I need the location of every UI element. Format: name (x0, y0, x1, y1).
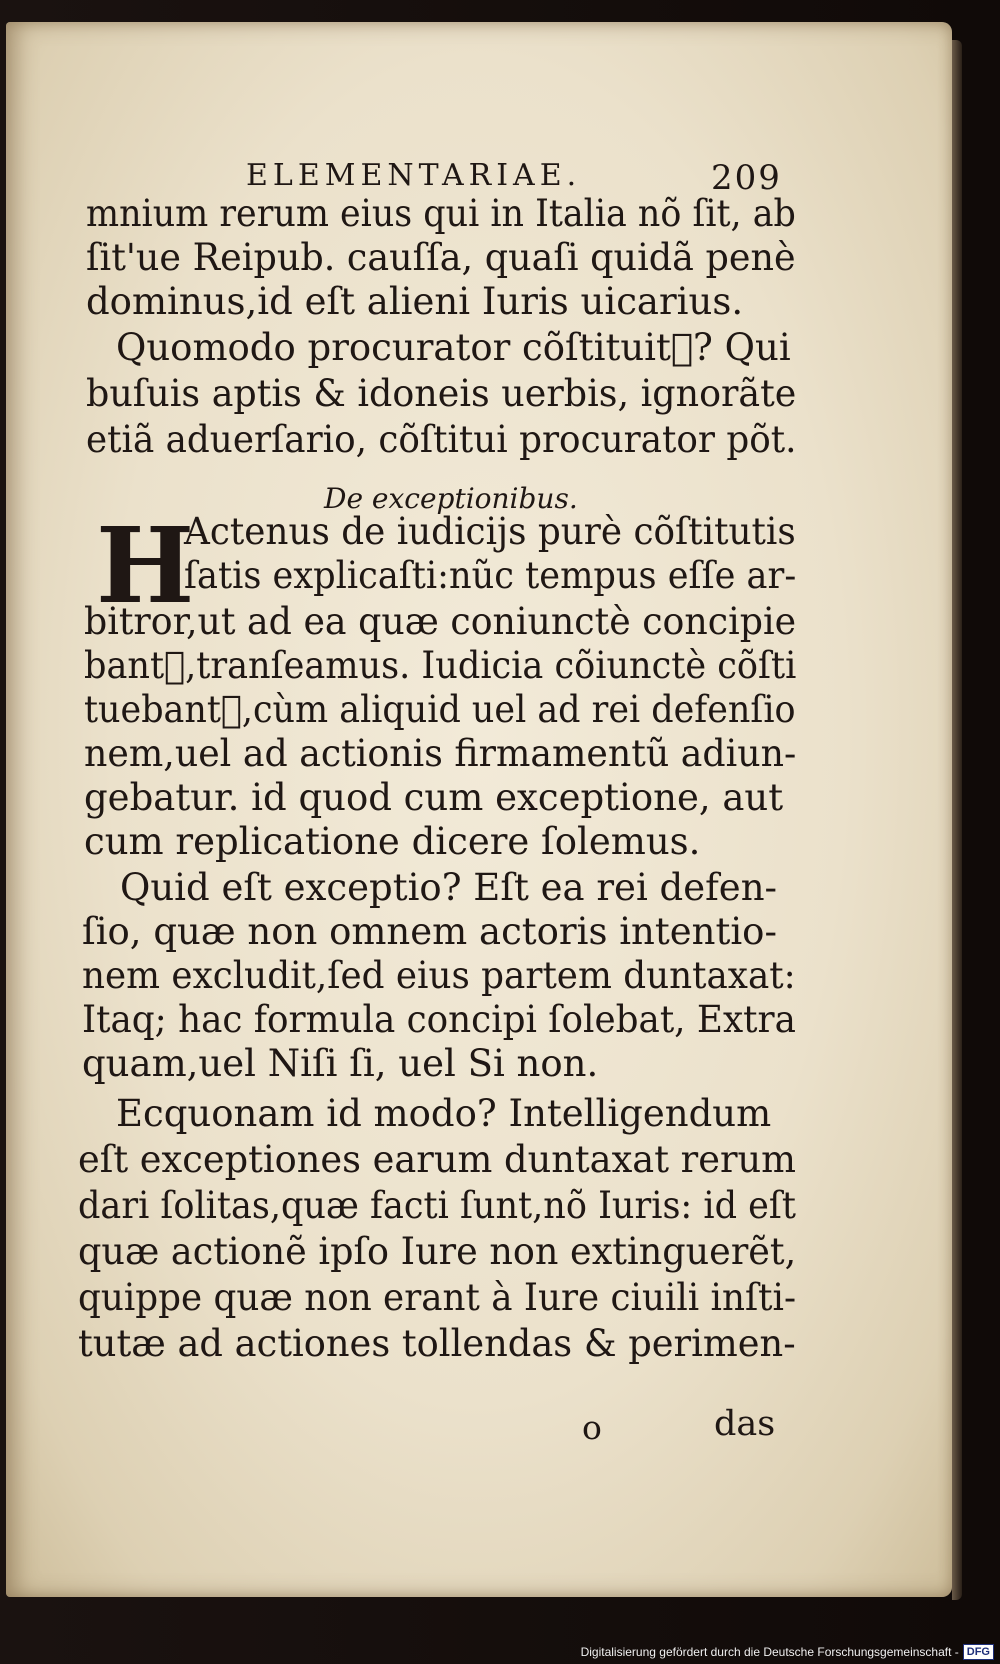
text-line: Quomodo procurator cõſtituitᷣ? Qui (116, 326, 791, 369)
text-line: mnium rerum eius qui in Italia nõ ſit, ab (86, 192, 796, 235)
footer-credit-text: Digitalisierung gefördert durch die Deutsche Forschungsgemeinschaft - (580, 1645, 959, 1659)
section-heading: De exceptionibus. (324, 482, 578, 515)
text-line: eſt exceptiones earum duntaxat rerum (78, 1138, 797, 1181)
text-line: etiã aduerſario, cõſtitui procurator põt. (86, 418, 797, 461)
signature-mark: o (582, 1408, 602, 1447)
text-line: ſatis explicaſti:nũc tempus eſſe ar- (184, 554, 797, 597)
text-line: dominus,id eſt alieni Iuris uicarius. (86, 280, 744, 323)
text-line: cum replicatione dicere ſolemus. (84, 820, 701, 863)
footer-credit (581, 1642, 994, 1662)
text-line: dari ſolitas,quæ facti ſunt,nõ Iuris: id eſt (78, 1184, 796, 1227)
initial-letter: H (96, 504, 195, 627)
dfg-logo-icon: DFG (963, 1644, 994, 1660)
book-page (6, 22, 952, 1597)
page-number: 209 (711, 158, 782, 198)
text-line: buſuis aptis & idoneis uerbis, ignorãte (86, 372, 797, 415)
text-line: bitror,ut ad ea quæ coniunctè concipie (84, 600, 797, 643)
text-line: bantᷣ,tranſeamus. Iudicia cõiunctè cõſti (84, 644, 797, 687)
text-line: nem excludit,ſed eius partem duntaxat: (82, 954, 796, 997)
text-line: tuebantᷣ,cùm aliquid uel ad rei defenſio (84, 688, 796, 731)
catchword: das (714, 1404, 776, 1444)
text-line: quæ actionẽ ipſo Iure non extinguerẽt, (78, 1230, 797, 1273)
text-line: tutæ ad actiones tollendas & perimen- (78, 1322, 796, 1365)
text-line: ſit'ue Reipub. cauſſa, quaſi quidã penè (86, 236, 796, 279)
page-edge (952, 40, 962, 1600)
text-line: nem,uel ad actionis firmamentũ adiun- (84, 732, 797, 775)
text-line: ſio, quæ non omnem actoris intentio- (82, 910, 777, 953)
text-line: quam,uel Niſi ſi, uel Si non. (82, 1042, 599, 1085)
text-line: quippe quæ non erant à Iure ciuili inſti- (78, 1276, 797, 1319)
text-line: Ecquonam id modo? Intelligendum (116, 1092, 772, 1135)
text-line: Actenus de iudicijs purè cõſtitutis (184, 510, 796, 553)
text-line: gebatur. id quod cum exceptione, aut (84, 776, 784, 819)
text-line: Itaq; hac formula concipi ſolebat, Extra (82, 998, 796, 1041)
text-line: Quid eſt exceptio? Eſt ea rei defen- (120, 866, 778, 909)
running-head: ELEMENTARIAE. (246, 158, 582, 193)
